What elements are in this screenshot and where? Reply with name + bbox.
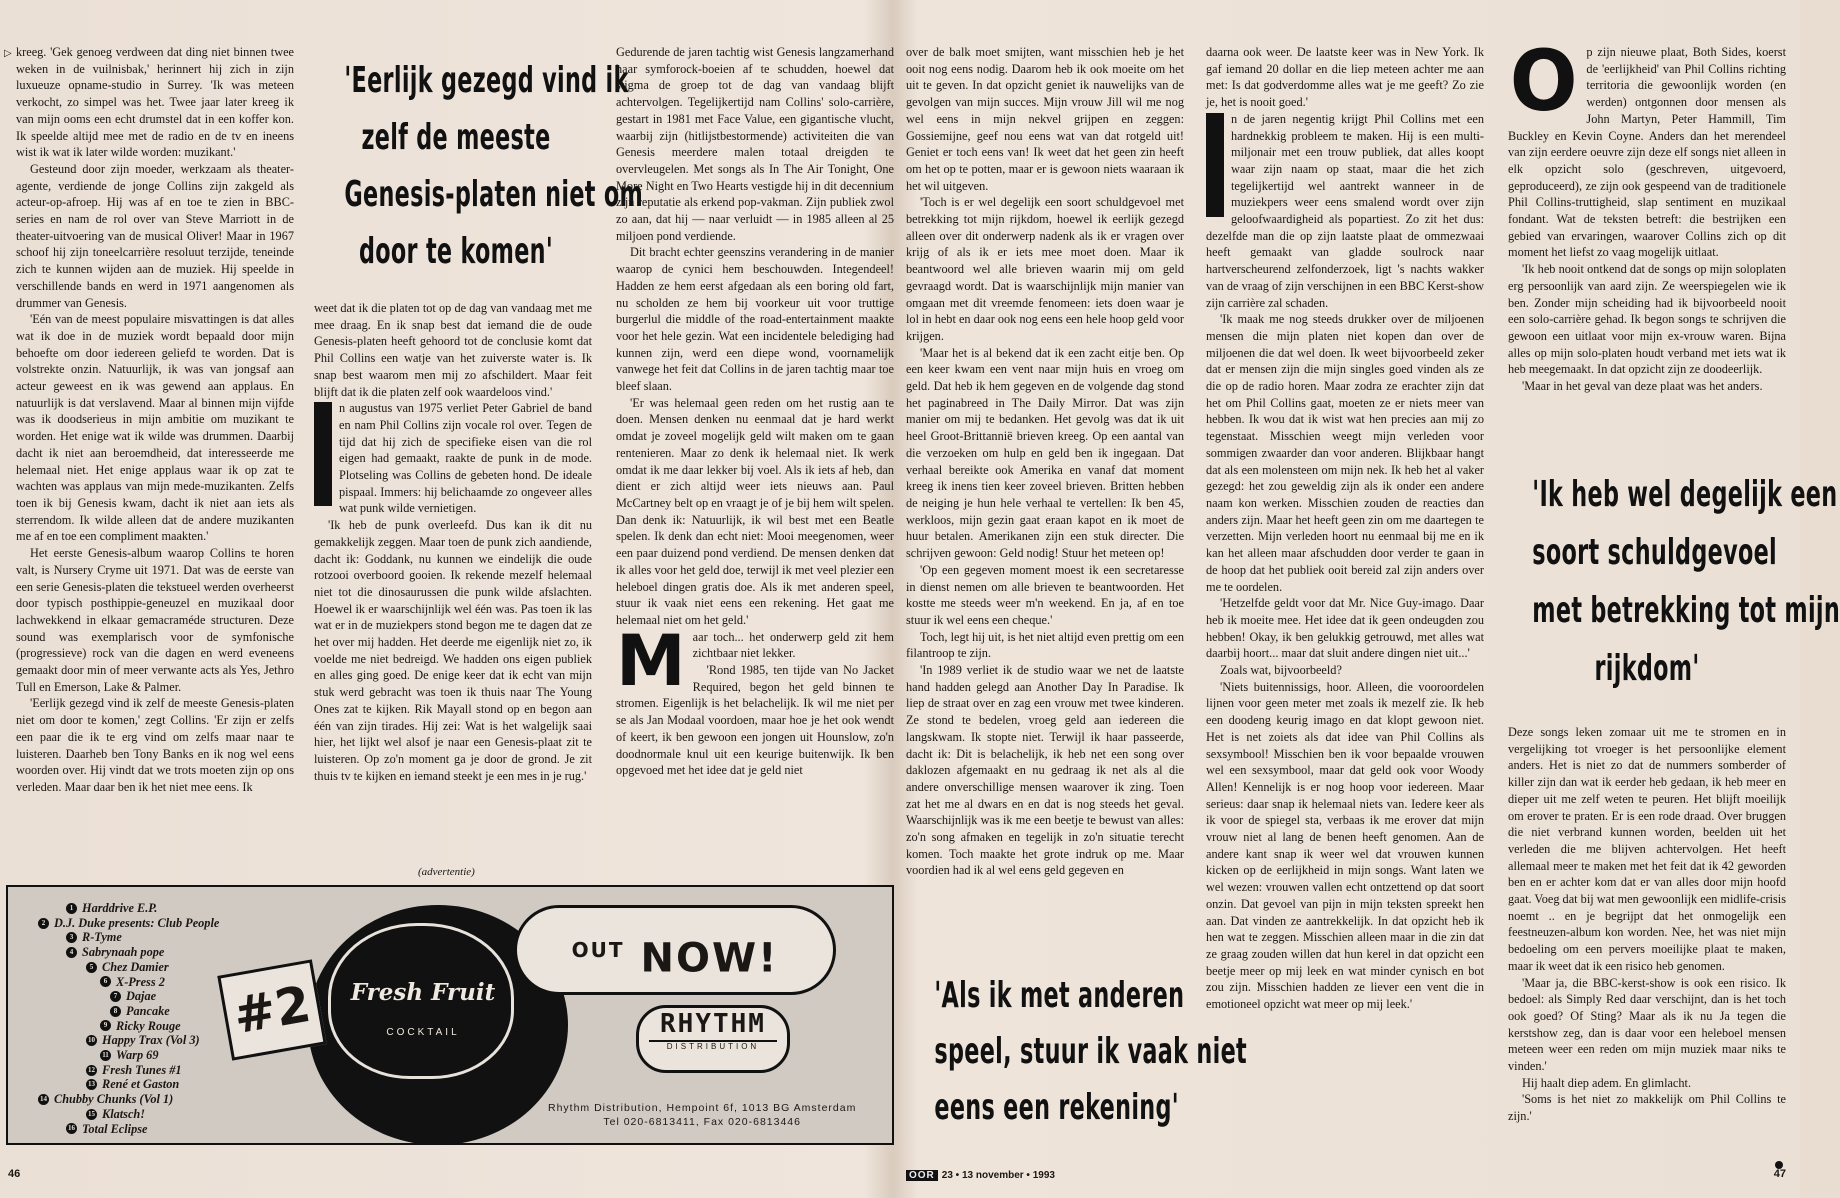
track-title: Fresh Tunes #1: [102, 1062, 182, 1077]
paragraph: [906, 562, 1184, 629]
paragraph: [1508, 1091, 1786, 1124]
paragraph: [906, 345, 1184, 562]
paragraph: [1508, 32, 1786, 261]
track-item: [38, 916, 219, 931]
track-number-icon: 2: [38, 918, 49, 929]
phone-line: Tel 020-6813411, Fax 020-6813446: [603, 1116, 801, 1128]
article-column-4: [906, 44, 1184, 879]
paragraph: [314, 517, 592, 784]
paragraph-text: 'Eén van de meest populaire misvattingen is dat alles wat ik doe in de muziek wordt bepaald door mijn behoefte om door iedereen geliefd te worden. Dat is volstrekte onzin. Natuurlijk, ik was van jongsaf aan acteur geweest en ik was gewend aan applaus. En natuurlijk is dat verslavend. Maar al binnen mijn vijfde was ik doodserieus in mijn ambitie om muzikant te worden. Het enige wat ik wilde was drummen. Daarbij dacht ik niet aan beroemdheid, dat interesseerde me helemaal niet. Het enige applaus waar ik op zat te wachten was applaus van mijn mede-muzikanten. Zelfs toen ik bij Genesis kwam, dacht ik niet aan iets als sterrendom. Ik wilde alleen dat de andere muzikanten me af en toe een compliment maakten.': [16, 312, 294, 544]
track-title: Total Eclipse: [82, 1121, 148, 1136]
paragraph: [1206, 662, 1484, 679]
magazine-footer: [906, 1170, 1055, 1181]
paragraph-text: daarna ook weer. De laatste keer was in New York. Ik gaf iemand 20 dollar en die liep meteen achter me aan met: Is dat godverdomme alles wat je me geeft? Zo zie je, het is nooit goed.': [1206, 45, 1484, 110]
paragraph: [314, 300, 592, 400]
article-column-6-top: [1508, 32, 1786, 395]
paragraph: [1206, 44, 1484, 111]
article-column-2: [314, 300, 592, 784]
paragraph: [16, 161, 294, 311]
paragraph-text: 'Ik maak me nog steeds drukker over de miljoenen mensen die mijn platen niet kopen dan over de miljoenen die dat wel doen. Ik weet bijvoorbeeld zeker dat er mensen zijn die mijn singles goed vinden als ze die op de radio horen. Maar zodra ze erachter zijn dat het om Phil Collins gaat, moeten ze er niets meer van hebben. Ik wou dat ik wist wat hen precies aan mij zo tegenstaat. Misschien weegt mijn verleden voor sommigen zwaarder dan voor anderen. Blijkbaar hangt dat als een molensteen om mijn nek. Ik heb het al vaker gezegd: het zou geweldig zijn als ik onder een andere naam kon werken. Misschien zouden de reacties dan anders zijn. Maar het heeft geen zin om me daartegen te verzetten. Mijn verleden hoort nu eenmaal bij me en ik kan het alleen maar afschudden door verder te gaan in de hoop dat het publiek ooit bereid zal zijn anders over me te oordelen.: [1206, 312, 1484, 594]
track-title: Pancake: [126, 1003, 170, 1018]
paragraph-text: Deze songs leken zomaar uit me te stromen en in vergelijking tot vroeger is het persoonlijke element anders. Het is niet zo dat de nummers somberder of killer zijn dan wat ik eerder heb gedaan, ik heb meer en dieper uit me zelf weten te peuren. Het blijft moeilijk om erover te praten. Er is een rode draad. Over bruggen die niet verbrand kunnen worden, beelden uit het verleden die me blijven achtervolgen. Het heeft allemaal meer te maken met het feit dat ik 42 geworden ben en er achter kom dat er van alles door mijn hoofd gaat. Voeg dat bij wat men gewoonlijk een midlife-crisis noemt .. en je begrijpt dat het onmogelijk een feestneuzen-album kon worden. Nee, het was niet mijn bedoeling om een pervers moeilijke plaat te maken, maar ik weet dat ik een risico heb genomen.: [1508, 725, 1786, 973]
paragraph: [906, 629, 1184, 662]
pull-quote-line: speel, stuur ik vaak niet: [934, 1031, 1248, 1072]
paragraph-text: 'Niets buitennissigs, hoor. Alleen, die vooroordelen lijnen voor geen meter met zoals ik mezelf zie. Ik heb een doodeng keurig imago en dat klopt gewoon niet. Het is net zoiets als dat idee van Phil Collins als sexsymbool! Misschien ben ik voor bepaalde vrouwen wel een sexsymbool, maar dat geld ook voor Woody Allen! Kennelijk is er nog hoop voor iedereen. Maar serieus: daar snap ik helemaal niets van. Iedere keer als ik voor de spiegel sta, verbaas ik me erover dat mijn vrouw niet al lang de benen heeft genomen. Aan de andere kant snap ik weer wel dat vrouwen kunnen kicken op de eerlijkheid in mijn songs. Want laten we wel wezen: vrouwen vallen echt ontzettend op dat soort onzin. Dat gevoel van pijn in mijn teksten spreekt hen aan. Dat vinden ze aantrekkelijk. In dat opzicht heb ik hen wat te zeggen. Misschien alleen maar in die zin dat ze graag zouden willen dat hun kerel in dat opzicht een beetje meer op mij leek en wat minder cynisch en bot zou zijn. Misschien hadden ze liever een vent die in emotioneel opzicht wat meer op mij leek.': [1206, 679, 1484, 1012]
paragraph-text: 'Toch is er wel degelijk een soort schuldgevoel met betrekking tot mijn rijkdom, hoewel ik eerlijk gezegd alleen over dit onderwerp nadenk als ik er vragen over krijg of als ik er iets mee moet doen. Maar ik beantwoord wel alle brieven waarin mij om geld gevraagd wordt. Dat is waarschijnlijk mijn manier van omgaan met dit vreemde fenomeen: iets doen waar je lol in hebt en daar ook nog eens een hele hoop geld voor krijgen.: [906, 195, 1184, 343]
track-number-icon: 3: [66, 932, 77, 943]
track-item: [100, 1048, 219, 1063]
track-number-icon: 6: [100, 976, 111, 987]
track-item: [110, 1004, 219, 1019]
track-item: [110, 989, 219, 1004]
distributor-logo-subtitle: DISTRIBUTION: [649, 1040, 777, 1051]
track-title: D.J. Duke presents: Club People: [54, 915, 220, 930]
paragraph: [1206, 311, 1484, 595]
paragraph-text: 'In 1989 verliet ik de studio waar we net de laatste hand hadden gelegd aan Another Day In Paradise. Ik liep de straat over en zag een vrouw met twee kinderen. Ze stond te bedelen, vroeg geld aan iedereen die langskwam. Ik stopte niet. Terwijl ik haar passeerde, dacht ik: Dit is belachelijk, ik heb net een song over daklozen afgemaakt en nu gedraag ik net als al die andere onverschillige mensen waarover ik zing. Toen zat het me al dwars en en dat is nog steeds het geval. Waarschijnlijk was ik me een beetje te bewust van alles: zo'n song afmaken en tegelijk in zo'n situatie terecht komen. Toch maakte het grote indruk op me. Maar voordien had ik al wel eens geld gegeven en: [906, 663, 1184, 878]
page-number-left: 46: [8, 1168, 21, 1180]
track-title: Ricky Rouge: [116, 1018, 181, 1033]
paragraph-text: 'Ik heb nooit ontkend dat de songs op mijn soloplaten erg persoonlijk van aard zijn. Ze weerspiegelen wie ik ben. Zonder mijn scheiding had ik bijvoorbeeld nooit een solo-carrière gehad. Ik begon songs te schrijven die gewoon een uitlaat voor mijn ex-vrouw waren. Bijna alles op mijn solo-platen houdt verband met iets wat ik heb meegemaakt. In dat opzicht zijn ze doodeerlijk.: [1508, 262, 1786, 377]
paragraph-text: 'Rond 1985, ten tijde van No Jacket Required, begon het geld binnen te stromen. Eigenlijk is het belachelijk. Ik wil me niet per se als Jan Modaal voordoen, maar hoe je het ook wendt of keert, ik ben gewoon een jongen uit Hounslow, zo'n doodnormale knul uit een keurige buitenwijk. Ik ben opgevoed met het idee dat je geld niet: [616, 663, 894, 778]
track-item: [86, 1077, 219, 1092]
magazine-logo: OOR: [906, 1170, 938, 1181]
article-column-1: [16, 44, 294, 796]
pull-quote-genesis: [344, 52, 644, 280]
track-title: Warp 69: [116, 1048, 159, 1063]
track-number-icon: 11: [100, 1050, 111, 1061]
paragraph: [1508, 975, 1786, 1075]
article-column-5: [1206, 44, 1484, 1013]
paragraph: [16, 545, 294, 695]
track-list: [38, 901, 219, 1136]
article-column-6-bottom: [1508, 724, 1786, 1125]
track-item: [86, 1063, 219, 1078]
pull-quote-line: door te komen': [358, 231, 554, 272]
track-title: Happy Trax (Vol 3): [102, 1033, 200, 1048]
paragraph-text: Dit bracht echter geenszins verandering in de manier waarop de cynici hem beschouwden. Integendeel! Hadden ze hem eerst afgedaan als een boring old fart, nu scholden ze hem bij voorkeur uit voor truttige burgerlul die middle of the road-entertainment maakte voor het hele gezin. Wat een incidentele belediging had kunnen zijn, werd een diepe wond, voornamelijk vanwege het feit dat Collins in de jaren tachtig maar toe bleef slaan.: [616, 245, 894, 394]
pull-quote-line: 'Ik heb wel degelijk een: [1532, 474, 1838, 515]
advertisement: [6, 885, 894, 1145]
track-title: Chez Damier: [102, 959, 169, 974]
drop-cap-m: M: [616, 619, 686, 702]
paragraph: [616, 619, 894, 702]
continuation-arrow-icon: ▷: [4, 48, 12, 59]
track-title: R-Tyme: [82, 930, 122, 945]
paragraph-text: Gedurende de jaren tachtig wist Genesis langzamerhand haar symforock-boeien af te schudden, hoewel dat stigma de groep tot de dag van vandaag blijft achtervolgen. Tegelijkertijd nam Collins' solo-carrière, gestart in 1981 met Face Value, een gigantische vlucht, waarbij zijn (hitlijstbestormende) activiteiten die van Genesis meerdere malen totaal dreigden te overvleugelen. Met songs als In The Air Tonight, One More Night en Two Hearts vestigde hij in dit decennium zijn reputatie als erkend pop-vakman. Zijn publiek zwol zo aan, dat hij — naar verluidt — in 1985 alleen al 25 miljoen pond verdiende.: [616, 45, 894, 243]
track-number-icon: 10: [88, 1036, 95, 1045]
paragraph: [16, 44, 294, 161]
paragraph: [1508, 378, 1786, 395]
track-number-icon: 9: [100, 1020, 111, 1031]
issue-info: 23 • 13 november • 1993: [941, 1170, 1055, 1181]
track-item: [66, 901, 219, 916]
paragraph-text: 'Maar in het geval van deze plaat was het anders.: [1522, 379, 1763, 394]
out-label: OUT: [571, 938, 625, 962]
paragraph-text: 'Maar ja, die BBC-kerst-show is ook een risico. Ik bedoel: als Simply Red daar verschijnt, dan is het toch ook goed? Of Sting? Maar als ik nu Ja tegen die kerstshow zeg, dan is daar voor een heleboel mensen meteen weer een reden om mijn muziek maar niks te vinden.': [1508, 975, 1786, 1074]
drop-cap-o: O: [1509, 32, 1578, 130]
paragraph-text: n de jaren negentig krijgt Phil Collins met een hardnekkig probleem te maken. Hij is een multi-miljonair met een trouw publiek, dat alles koopt waar zijn naam op staat, maar die het zich tegelijkertijd wel aantrekt wanneer in de muziekpers weer eens smalend wordt over zijn geloofwaardigheid als popartiest. Zo zit het dus: dezelfde man die op zijn laatste plaat de ommezwaai heeft gemaakt van gladde soulrock naar hartverscheurend zelfonderzoek, ligt 's nachts wakker van de vraag of zijn verschijnen in een BBC Kerst-show zijn carrière zal schaden.: [1206, 111, 1484, 310]
paragraph-text: 'Op een gegeven moment moest ik een secretaresse in dienst nemen om alle brieven te beantwoorden. Het kostte me steeds weer m'n weekend. En ja, af en toe stuur ik wel eens een cheque.': [906, 562, 1184, 627]
paragraph-text: Het eerste Genesis-album waarop Collins te horen valt, is Nursery Cryme uit 1971. Dat was de eerste van een serie Genesis-platen die tekstueel werden overheerst door typisch posthippie-geneuzel en muzikaal door lachwekkend in elkaar gemacraméde structuren. Deze sound was exemplarisch voor de symfonische (progressieve) rock van die dagen en werd eveneens gemaakt door min of meer verwante acts als Yes, Jethro Tull en Emerson, Lake & Palmer.: [16, 546, 294, 694]
track-number-icon: 1: [66, 903, 77, 914]
track-item: [66, 1122, 219, 1137]
paragraph-text: weet dat ik die platen tot op de dag van vandaag met me mee draag. En ik snap best dat iemand die de oude Genesis-platen heeft gehoord tot de conclusie komt dat Phil Collins een watje van het zuiverste water is. Ik snap best waarom men mij zo afschildert. Maar feit blijft dat ik die platen zelf ook waardeloos vind.': [314, 301, 592, 399]
paragraph-text: aar toch... het onderwerp geld zit hem zichtbaar niet lekker.: [692, 629, 894, 661]
paragraph: [906, 44, 1184, 194]
track-title: Chubby Chunks (Vol 1): [54, 1092, 174, 1107]
paragraph: [1508, 261, 1786, 378]
pull-quote-line: rijkdom': [1594, 648, 1700, 689]
track-item: [86, 960, 219, 975]
track-number-icon: 5: [86, 962, 97, 973]
paragraph: [1206, 111, 1484, 311]
track-title: X-Press 2: [116, 974, 165, 989]
paragraph-text: Hij haalt diep adem. En glimlacht.: [1522, 1075, 1692, 1090]
distributor-address: [548, 1101, 856, 1129]
track-title: Dajae: [126, 989, 157, 1004]
paragraph-text: n augustus van 1975 verliet Peter Gabriel de band en nam Phil Collins zijn vocale rol over. Tegen de tijd dat hij zich de specifieke eisen van die rol eigen had gemaakt, raakte de punk in de mode. Plotseling was Collins de gebeten hond. De ideale pispaal. Immers: hij belichaamde zo ongeveer alles wat punk wilde vernietigen.: [339, 401, 592, 516]
drop-cap-i: [1206, 113, 1224, 217]
track-item: [38, 1092, 219, 1107]
track-number-icon: 12: [88, 1065, 95, 1074]
track-number-icon: 14: [40, 1094, 47, 1103]
article-column-3: [616, 44, 894, 779]
track-title: Harddrive E.P.: [82, 901, 158, 915]
pull-quote-line: met betrekking tot mijn: [1532, 590, 1840, 631]
paragraph-text: 'Maar het is al bekend dat ik een zacht eitje ben. Op een keer kwam een vent naar mijn huis en vroeg om geld. Dat heb ik hem gegeven en de volgende dag stond het paginabreed in The Daily Mirror. Dat was zijn manier om mij te bedanken. Het gevolg was dat ik uit heel Groot-Brittannië brieven kreeg. Op een aantal van die verzoeken om hulp en geld ben ik ingegaan. Dat verhaal bereikte ook Amerika en vanaf dat moment kreeg ik inens tien keer zoveel brieven. Britten hebben de neiging je hun hele verhaal te vertellen: Ik ben 45, werkloos, mijn gezin gaat eraan kapot en ik moet de huur betalen. Amerikanen zijn een stuk directer. Die schrijven gewoon: Geld nodig! Stuur het meteen op!: [906, 345, 1184, 561]
paragraph-text: p zijn nieuwe plaat, Both Sides, koerst de 'eerlijkheid' van Phil Collins richting territoria die gewoonlijk worden (en werden) ontgonnen door mensen als John Martyn, Peter Hammill, Tim Buckley en Kevin Coyne. Anders dan het merendeel van zijn eerdere oeuvre zijn deze elf songs niet alleen in elk opzicht solo (geschreven, uitgevoerd, geproduceerd), ze zijn ook gespeend van de traditionele Phil Collins-truttigheid, slap sentiment en muzikaal fondant. Wat de teksten betreft: die bestrijken een gebied van ervaringen, waarover Collins zich op dit moment het liefst zo vaag mogelijk uitlaat.: [1508, 45, 1786, 260]
pull-quote-line: Genesis-platen niet om: [344, 174, 644, 215]
brand-name: Fresh Fruit: [350, 979, 496, 1006]
paragraph: [1508, 724, 1786, 975]
drop-cap-i: [314, 402, 332, 506]
track-item: [86, 1033, 219, 1048]
track-item: [100, 975, 219, 990]
brand-subtitle: COCKTAIL: [386, 1027, 460, 1038]
advertisement-label: (advertentie): [418, 866, 475, 878]
track-number-icon: 13: [88, 1080, 95, 1089]
paragraph: [16, 695, 294, 795]
pull-quote-line: 'Eerlijk gezegd vind ik: [344, 60, 629, 101]
address-line: Rhythm Distribution, Hempoint 6f, 1013 BG Amsterdam: [548, 1102, 857, 1114]
paragraph: [616, 395, 894, 629]
paragraph-text: Gesteund door zijn moeder, werkzaam als theater-agente, verdiende de jonge Collins zijn zakgeld als acteur-op-afroep. Hij was af en toe te zien in BBC-series en nam de rol over van Steve Marriott in de theater-uitvoering van de musical Oliver! Maar in 1967 schoof hij zijn toneelcarrière resoluut terzijde, teneinde zich te kunnen wijden aan de muziek. Hij speelde in verschillende bands en werd in 1971 aangenomen als drummer van Genesis.: [16, 161, 294, 310]
paragraph-text: kreeg. 'Gek genoeg verdween dat ding niet binnen twee weken in de vuilnisbak,' herinnert hij zich in zijn luxueuze opname-studio in Surrey. 'Ik was meteen verkocht, zo simpel was het. Twee jaar later kreeg ik van mijn ooms een echt drumstel dat in een koffer kon. Ik speelde altijd mee met de radio en de tv en ineens wist ik wat ik later wilde worden: muzikant.': [16, 45, 294, 160]
paragraph-text: Toch, legt hij uit, is het niet altijd even prettig om een filantroop te zijn.: [906, 629, 1184, 661]
track-number-icon: 8: [110, 1006, 121, 1017]
paragraph: [616, 244, 894, 394]
paragraph-text: Zoals wat, bijvoorbeeld?: [1220, 663, 1342, 678]
paragraph-text: 'Hetzelfde geldt voor dat Mr. Nice Guy-imago. Daar heb ik moeite mee. Het idee dat ik geen ondeugden zou hebben! Okay, ik ben gelukkig getrouwd, met alles wat daarbij hoort... maar dat sluit andere dingen niet uit...': [1206, 596, 1484, 661]
track-item: [66, 930, 219, 945]
track-title: René et Gaston: [102, 1077, 180, 1092]
pull-quote-line: eens een rekening': [934, 1087, 1179, 1128]
paragraph: [906, 662, 1184, 879]
paragraph: [314, 400, 592, 517]
paragraph-text: 'Ik heb de punk overleefd. Dus kan ik dit nu gemakkelijk zeggen. Maar toen de punk zich aandiende, dacht ik: Goddank, nu kunnen we eindelijk die oude rotzooi overboord gooien. Ik rekende mezelf helemaal niet tot die dinosaurussen die punk wilde afslachten. Hoewel ik er waarschijnlijk wel één was. Pas toen ik las wat er in de muziekpers stond begon me te dagen dat ze het over mij hadden. Het deerde me eigenlijk niet zo, ik voelde me niet bedreigd. We hadden ons eigen publiek en alles ging goed. De enige keer dat ik echt van mijn stuk werd gebracht was toen ik thuis naar The Young Ones zat te kijken. Rik Mayall stond op en begon aan één van zijn tirades. Hij zei: Wat is het walgelijk saai hier, het lijkt wel alsof je naar een Genesis-plaat zit te luisteren. Op zo'n moment ga je door de grond. Je zit thuis tv te kijken en iemand steekt je een mes in je rug.': [314, 518, 592, 783]
paragraph-text: 'Soms is het niet zo makkelijk om Phil Collins te zijn.': [1508, 1092, 1786, 1124]
track-number-icon: 15: [88, 1109, 95, 1118]
paragraph: [1206, 679, 1484, 1013]
now-label: NOW!: [640, 935, 779, 982]
paragraph: [16, 311, 294, 545]
paragraph-text: over de balk moet smijten, want misschien heb je het ooit nog eens nodig. Daarom heb ik ook moeite om het uit te geven. In dat opzicht geniet ik nauwelijks van de gevolgen van mijn succes. Mijn vrouw Jill wil me nog wel eens in mijn nekvel grijpen en zeggen: Gossiemijne, geef nou eens wat van dat rotgeld uit! Geniet er toch eens van! Ik weet dat het geen zin heeft om het op te potten, maar er is gewoon niets waaraan ik het wil uitgeven.: [906, 45, 1184, 193]
number-two-badge: #2: [217, 959, 326, 1060]
out-now-banner: [514, 905, 836, 995]
pull-quote-rekening: [934, 968, 1248, 1136]
paragraph: [906, 194, 1184, 344]
pull-quote-line: soort schuldgevoel: [1532, 532, 1777, 573]
track-number-icon: 7: [110, 991, 121, 1002]
rhythm-distribution-logo: [636, 1005, 790, 1073]
track-number-icon: 4: [66, 947, 77, 958]
track-item: [66, 945, 219, 960]
paragraph: [616, 44, 894, 244]
track-title: Sabrynaah pope: [82, 945, 165, 960]
paragraph-text: 'Er was helemaal geen reden om het rustig aan te doen. Mensen denken nu eenmaal dat je hard werkt omdat je zoveel mogelijk geld wilt maken om te gaan rentenieren. Maar zo denk ik helemaal niet. Ik werk omdat ik me daar lekker bij voel. Als ik iets af heb, dan dient er zich altijd weer iets nieuws aan. Paul McCartney belt op en vraagt je of je bij hem wilt spelen. Dan denk ik: Natuurlijk, ik wil best met een Beatle spelen. Ik denk dan echt niet: Mooi meegenomen, weer een paar duizend pond verdiend. De mensen denken dat ik alles voor het geld doe, terwijl ik met veel plezier een heleboel dingen gratis doe. Als ik met anderen speel, stuur ik vaak niet eens een rekening. Het gaat me helemaal niet om het geld.': [616, 395, 894, 627]
page-number-right: 47: [1773, 1168, 1786, 1180]
paragraph: [1206, 595, 1484, 662]
paragraph-text: 'Eerlijk gezegd vind ik zelf de meeste Genesis-platen niet om door te komen,' zegt Collins. 'Er zijn er zelfs een paar die ik te erg vind om zelfs maar naar te luisteren. Daarheb ben Tony Banks en ik nog wel eens woorden over. Hij vindt dat we trots moeten zijn op ons verleden. Maar daar ben ik het niet mee eens. Ik: [16, 696, 294, 794]
track-title: Klatsch!: [102, 1106, 146, 1121]
pull-quote-line: 'Als ik met anderen: [934, 975, 1185, 1016]
track-number-icon: 16: [68, 1124, 75, 1133]
track-item: [86, 1107, 219, 1122]
track-item: [100, 1019, 219, 1034]
distributor-logo-text: RHYTHM: [660, 1009, 766, 1039]
paragraph: [1508, 1075, 1786, 1092]
pull-quote-line: zelf de meeste: [361, 117, 551, 158]
pull-quote-schuldgevoel: [1532, 466, 1840, 698]
